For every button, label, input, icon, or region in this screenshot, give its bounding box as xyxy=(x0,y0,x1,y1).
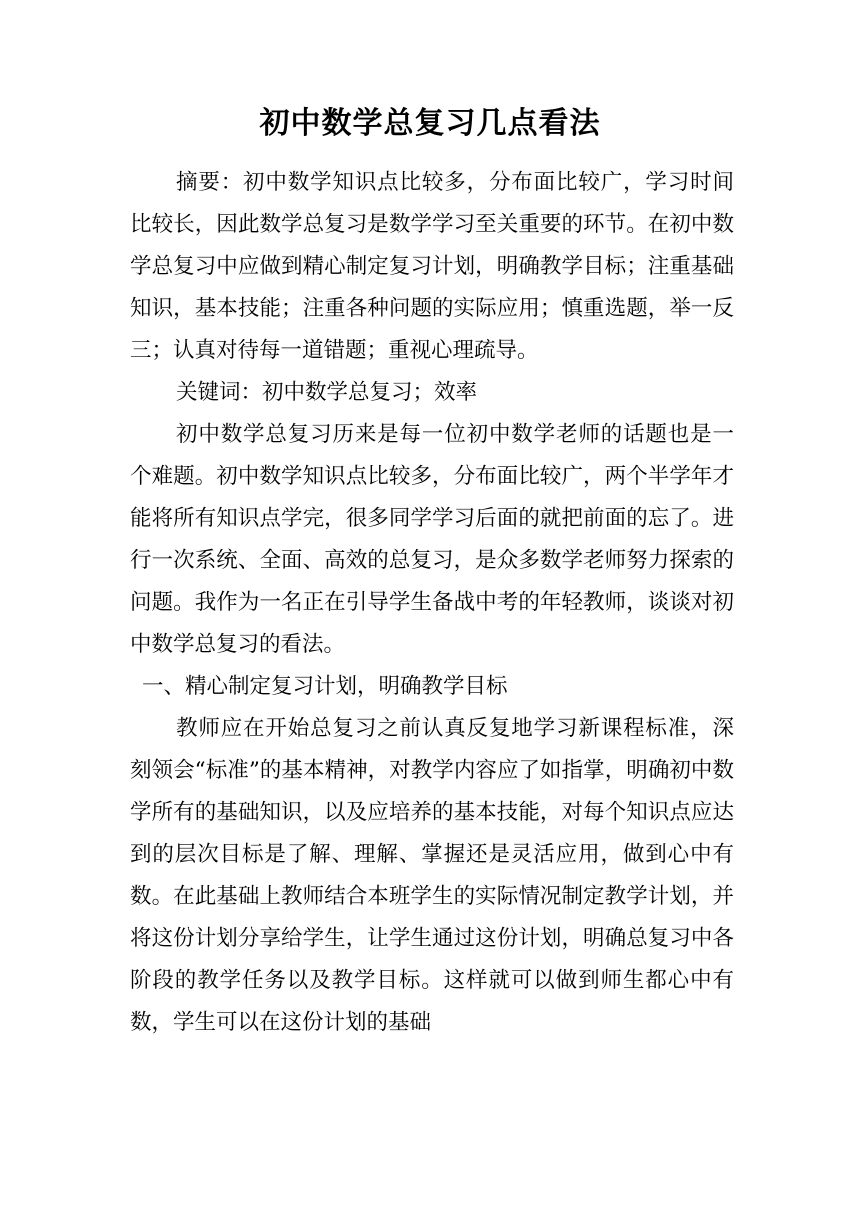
intro-paragraph: 初中数学总复习历来是每一位初中数学老师的话题也是一个难题。初中数学知识点比较多，分布面比较广，两个半学年才能将所有知识点学完，很多同学学习后面的就把前面的忘了。进行一次系统、全面、高效的总复习，是众多数学老师努力探索的问题。我作为一名正在引导学生备战中考的年轻教师，谈谈对初中数学总复习的看法。 xyxy=(130,422,734,657)
section-heading: 一、精心制定复习计划，明确教学目标 xyxy=(142,674,508,699)
document-body xyxy=(130,162,734,1044)
abstract-paragraph: 摘要：初中数学知识点比较多，分布面比较广，学习时间比较长，因此数学总复习是数学学习至关重要的环节。在初中数学总复习中应做到精心制定复习计划，明确教学目标；注重基础知识，基本技能；注重各种问题的实际应用；慎重选题，举一反三；认真对待每一道错题；重视心理疏导。 xyxy=(130,170,734,363)
document-title: 初中数学总复习几点看法 xyxy=(259,106,601,141)
keywords-paragraph: 关键词：初中数学总复习；效率 xyxy=(176,380,478,405)
section-paragraph: 教师应在开始总复习之前认真反复地学习新课程标准，深刻领会“标准”的基本精神，对教学内容应了如指掌，明确初中数学所有的基础知识，以及应培养的基本技能，对每个知识点应达到的层次目标是了解、理解、掌握还是灵活应用，做到心中有数。在此基础上教师结合本班学生的实际情况制定教学计划，并将这份计划分享给学生，让学生通过这份计划，明确总复习中各阶段的教学任务以及教学目标。这样就可以做到师生都心中有数，学生可以在这份计划的基础 xyxy=(130,716,734,1035)
